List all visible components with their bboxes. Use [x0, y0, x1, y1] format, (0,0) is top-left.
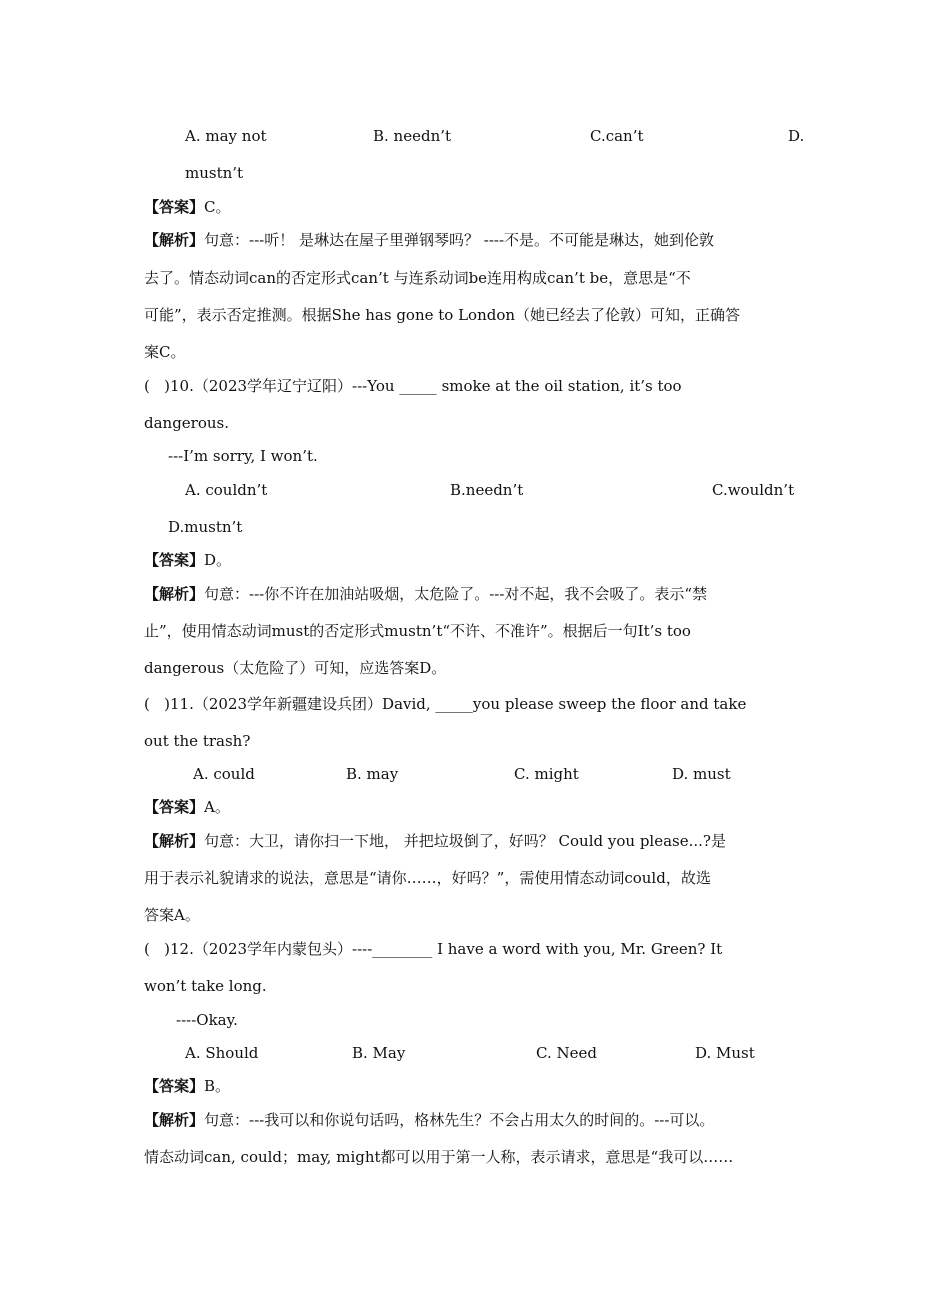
q12-option-b: B. May [352, 1044, 406, 1062]
q9-analysis-line: 案C。 [144, 343, 186, 361]
q9-option-c: C.can’t [590, 127, 644, 145]
analysis-text: 句意：---你不许在加油站吸烟，太危险了。---对不起，我不会吸了。表示“禁 [204, 585, 708, 603]
answer-value: D。 [204, 551, 232, 569]
q10-analysis-line: 止”，使用情态动词must的否定形式mustn’t“不许、不准许”。根据后一句It’s too [144, 622, 691, 640]
q9-analysis-line: 可能”，表示否定推测。根据She has gone to London（她已经去了伦敦）可知，正确答 [144, 306, 741, 324]
q9-analysis-line [144, 230, 714, 250]
analysis-label: 【解析】 [144, 832, 205, 850]
q11-stem-continued: out the trash? [144, 732, 251, 750]
q9-analysis-line: 去了。情态动词can的否定形式can’t 与连系动词be连用构成can’t be，意思是“不 [144, 269, 691, 287]
q10-stem: ( )10.（2023学年辽宁辽阳）---You _____ smoke at the oil station, it’s too [144, 377, 682, 395]
answer-label: 【答案】 [144, 551, 205, 569]
q10-option-a: A. couldn’t [185, 481, 268, 499]
q12-analysis-line: 情态动词can, could；may, might都可以用于第一人称，表示请求，意思是“我可以…… [144, 1148, 734, 1166]
q11-option-c: C. might [514, 765, 579, 783]
q11-option-d: D. must [672, 765, 731, 783]
q9-option-d: D. [788, 127, 805, 145]
analysis-label: 【解析】 [144, 1111, 205, 1129]
analysis-text: 句意：---听！ 是琳达在屋子里弹钢琴吗？ ----不是。不可能是琳达，她到伦敦 [204, 231, 715, 249]
analysis-label: 【解析】 [144, 231, 205, 249]
analysis-text: 句意：---我可以和你说句话吗，格林先生？不会占用太久的时间的。---可以。 [204, 1111, 715, 1129]
q9-option-d-continued: mustn’t [185, 164, 244, 182]
q11-analysis-line: 用于表示礼貌请求的说法，意思是“请你……，好吗？”，需使用情态动词could，故选 [144, 869, 711, 887]
q10-option-b: B.needn’t [450, 481, 524, 499]
answer-label: 【答案】 [144, 198, 205, 216]
q10-analysis-line [144, 584, 707, 604]
q11-analysis-line: 答案A。 [144, 906, 200, 924]
analysis-label: 【解析】 [144, 585, 205, 603]
q10-answer [144, 550, 231, 570]
q12-option-a: A. Should [185, 1044, 259, 1062]
analysis-text: 句意：大卫，请你扫一下地， 并把垃圾倒了，好吗？ Could you please...?是 [204, 832, 726, 850]
q12-stem: ( )12.（2023学年内蒙包头）----________ I have a word with you, Mr. Green? It [144, 940, 723, 958]
answer-value: A。 [204, 798, 230, 816]
q12-stem-continued: won’t take long. [144, 977, 267, 995]
q12-answer [144, 1076, 230, 1096]
answer-label: 【答案】 [144, 798, 205, 816]
q12-option-d: D. Must [695, 1044, 755, 1062]
q12-analysis-line [144, 1110, 714, 1130]
q11-option-a: A. could [193, 765, 255, 783]
answer-value: B。 [204, 1077, 231, 1095]
q11-answer [144, 797, 230, 817]
q12-option-c: C. Need [536, 1044, 597, 1062]
q9-option-b: B. needn’t [373, 127, 452, 145]
q10-option-c: C.wouldn’t [712, 481, 795, 499]
q11-analysis-line [144, 831, 726, 851]
q9-answer [144, 197, 231, 217]
q10-option-d: D.mustn’t [168, 518, 243, 536]
q12-reply: ----Okay. [176, 1011, 238, 1029]
q10-analysis-line: dangerous（太危险了）可知，应选答案D。 [144, 659, 447, 677]
q11-option-b: B. may [346, 765, 399, 783]
q10-reply: ---I’m sorry, I won’t. [168, 447, 318, 465]
answer-value: C。 [204, 198, 231, 216]
q10-stem-continued: dangerous. [144, 414, 230, 432]
q11-stem: ( )11.（2023学年新疆建设兵团）David, _____you please sweep the floor and take [144, 695, 747, 713]
answer-label: 【答案】 [144, 1077, 205, 1095]
q9-option-a: A. may not [185, 127, 267, 145]
